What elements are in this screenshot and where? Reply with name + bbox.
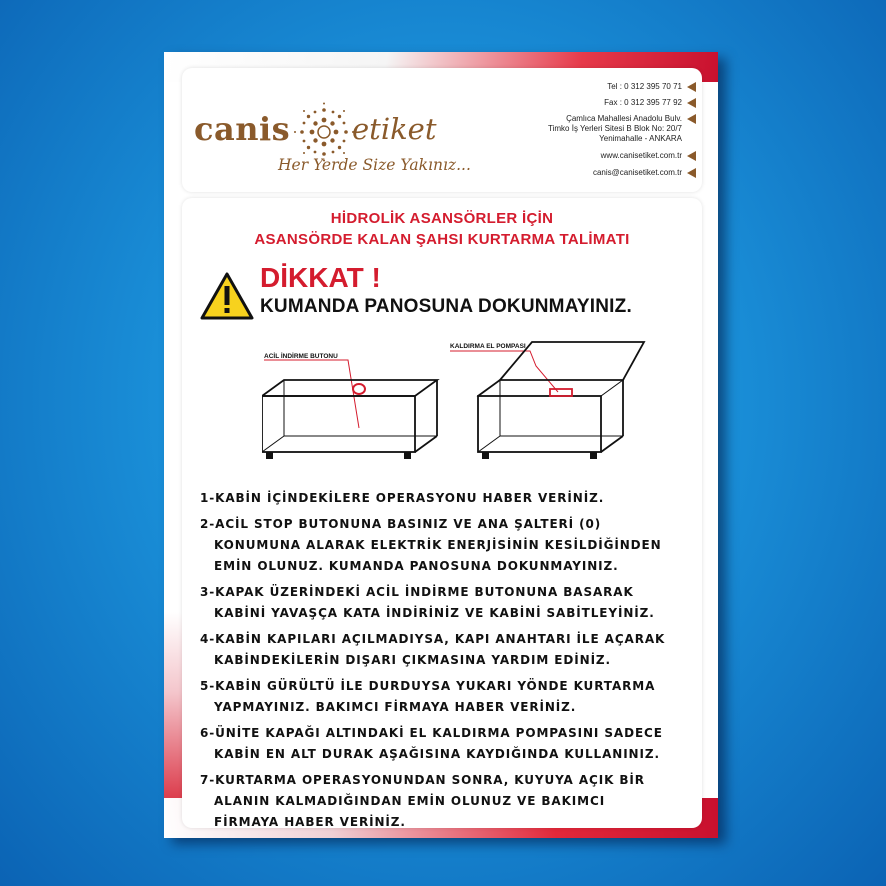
instruction-panel xyxy=(182,198,702,828)
arrow-icon xyxy=(687,114,696,124)
contact-address-2: Timko İş Yerleri Sitesi B Blok No: 20/7 xyxy=(548,124,682,133)
step-1-line-1: 1-KABİN İÇİNDEKİLERE OPERASYONU HABER VERİNİZ. xyxy=(200,491,605,505)
warning-triangle-icon xyxy=(200,272,254,320)
logo-dots-icon xyxy=(292,102,356,162)
hand-pump-diagram xyxy=(448,340,648,470)
contact-email: canis@canisetiket.com.tr xyxy=(592,168,682,177)
poster-header xyxy=(182,68,702,192)
contact-web: www.canisetiket.com.tr xyxy=(600,151,682,160)
contact-address-3: Yenimahalle - ANKARA xyxy=(599,134,682,143)
step-3-line-2: KABİNİ YAVAŞÇA KATA İNDİRİNİZ VE KABİNİ SABİTLEYİNİZ. xyxy=(214,606,655,620)
contact-address-1: Çamlıca Mahallesi Anadolu Bulv. xyxy=(566,114,682,123)
step-7-line-1: 7-KURTARMA OPERASYONUNDAN SONRA, KUYUYA AÇIK BİR xyxy=(200,773,645,787)
step-7-line-2: ALANIN KALMADIĞINDAN EMİN OLUNUZ VE BAKIMCI xyxy=(214,794,606,808)
step-5-line-1: 5-KABİN GÜRÜLTÜ İLE DURDUYSA YUKARI YÖNDE KURTARMA xyxy=(200,679,656,693)
arrow-icon xyxy=(687,168,696,178)
arrow-icon xyxy=(687,151,696,161)
step-6-line-1: 6-ÜNİTE KAPAĞI ALTINDAKİ EL KALDIRMA POMPASINI SADECE xyxy=(200,726,663,740)
step-6-line-2: KABİN EN ALT DURAK AŞAĞISINA KAYDIĞINDA KULLANINIZ. xyxy=(214,747,660,761)
title-line-1: HİDROLİK ASANSÖRLER İÇİN xyxy=(330,210,554,227)
step-2-line-2: KONUMUNA ALARAK ELEKTRİK ENERJİSİNİN KESİLDİĞİNDEN xyxy=(214,538,662,552)
step-5 xyxy=(200,676,700,718)
step-4 xyxy=(200,629,700,671)
step-1 xyxy=(200,488,700,509)
step-3 xyxy=(200,582,700,624)
brand-slogan: Her Yerde Size Yakınız... xyxy=(278,156,471,174)
contact-fax: Fax : 0 312 395 77 92 xyxy=(604,98,682,107)
arrow-icon xyxy=(687,98,696,108)
hand-pump-label: KALDIRMA EL POMPASI xyxy=(450,343,526,350)
instruction-poster xyxy=(164,52,718,838)
step-7-line-3: FİRMAYA HABER VERİNİZ. xyxy=(214,815,406,829)
step-2-line-3: EMİN OLUNUZ. KUMANDA PANOSUNA DOKUNMAYINIZ. xyxy=(214,559,619,573)
logo-etiket-text: etiket xyxy=(352,112,437,146)
step-3-line-1: 3-KAPAK ÜZERİNDEKİ ACİL İNDİRME BUTONUNA BASARAK xyxy=(200,585,634,599)
step-2 xyxy=(200,514,700,577)
step-4-line-1: 4-KABİN KAPILARI AÇILMADIYSA, KAPI ANAHTARI İLE AÇARAK xyxy=(200,632,666,646)
step-2-line-1: 2-ACİL STOP BUTONUNA BASINIZ VE ANA ŞALTERİ (0) xyxy=(200,517,602,531)
logo-canis-text: canis xyxy=(194,110,291,148)
step-5-line-2: YAPMAYINIZ. BAKIMCI FİRMAYA HABER VERİNİZ. xyxy=(214,700,577,714)
warning-heading: DİKKAT ! xyxy=(260,262,381,293)
title-line-2: ASANSÖRDE KALAN ŞAHSI KURTARMA TALİMATI xyxy=(254,231,630,248)
warning-text: KUMANDA PANOSUNA DOKUNMAYINIZ. xyxy=(260,296,632,317)
contact-tel: Tel : 0 312 395 70 71 xyxy=(607,82,682,91)
instruction-steps xyxy=(200,488,700,838)
step-4-line-2: KABİNDEKİLERİN DIŞARI ÇIKMASINA YARDIM EDİNİZ. xyxy=(214,653,611,667)
step-6 xyxy=(200,723,700,765)
emergency-button-diagram xyxy=(262,350,442,470)
arrow-icon xyxy=(687,82,696,92)
emergency-button-label: ACİL İNDİRME BUTONU xyxy=(264,353,338,360)
step-7 xyxy=(200,770,700,833)
